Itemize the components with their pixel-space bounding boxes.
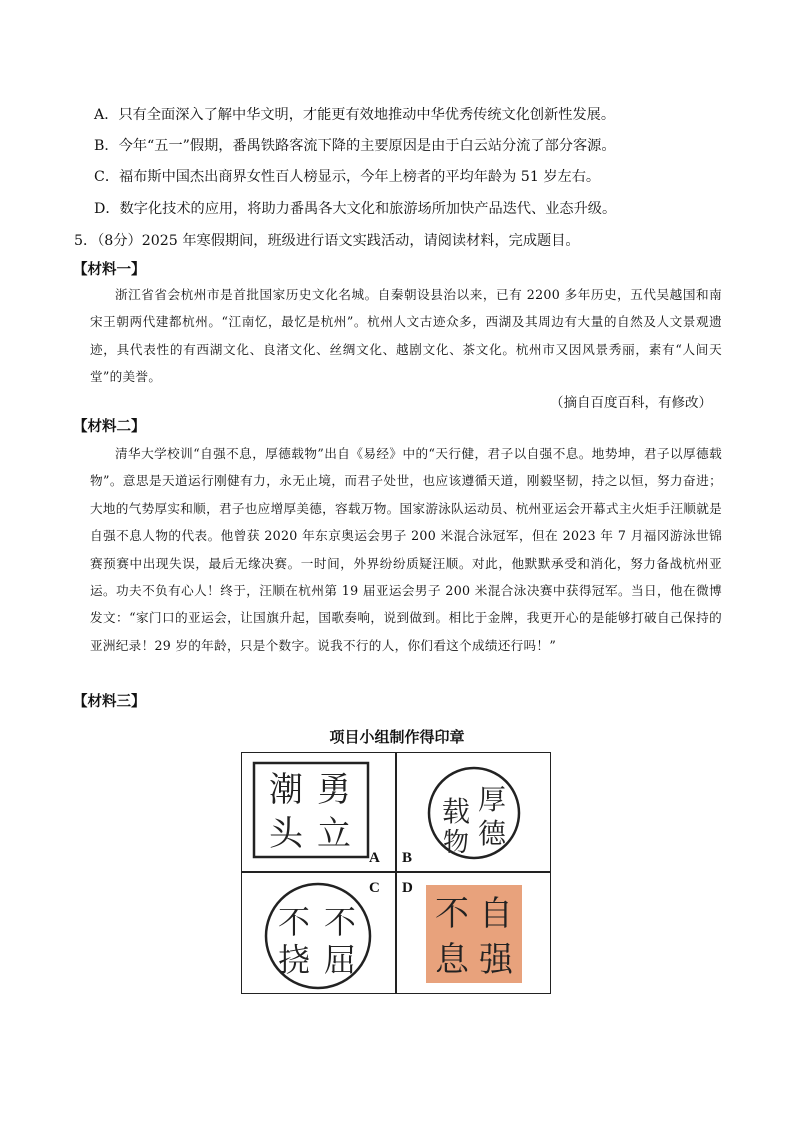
seal-a-char-3: 潮: [269, 770, 303, 810]
seal-d-char-1: 自: [479, 894, 513, 934]
seal-grid: [241, 752, 551, 994]
seal-d-char-3: 不: [435, 894, 469, 934]
seal-b-char-3: 载: [441, 795, 471, 828]
seal-d-char-4: 息: [435, 940, 469, 980]
seal-a-char-2: 立: [317, 814, 351, 854]
seal-c-char-1: 不: [323, 903, 357, 941]
option-b: B．今年“五一”假期，番禺铁路客流下降的主要原因是由于白云站分流了部分客源。: [94, 138, 616, 154]
figure-caption: 项目小组制作得印章: [329, 728, 465, 746]
seal-a-char-1: 勇: [317, 770, 351, 810]
seal-b-char-1: 厚: [477, 783, 507, 816]
seal-c-letter: C: [369, 880, 380, 896]
seal-b-char-4: 物: [442, 828, 470, 858]
material-1-text: 浙江省省会杭州市是首批国家历史文化名城。自秦朝设县治以来，已有 2200 多年历史，五代吴越国和南宋王朝两代建都杭州。“江南忆，最忆是杭州”。杭州人文古迹众多，西湖及其周边有大量的自然及人文景观遗迹，具代表性的有西湖文化、良渚文化、丝绸文化、越剧文化、茶文化。杭州市又因风景秀丽，素有“人间天堂”的美誉。: [90, 287, 722, 385]
seal-a: [252, 761, 370, 859]
seal-b: [424, 765, 524, 861]
option-c: C．福布斯中国杰出商界女性百人榜显示，今年上榜者的平均年龄为 51 岁左右。: [94, 169, 601, 185]
seal-d: [426, 885, 522, 983]
seal-c-char-2: 屈: [323, 941, 357, 979]
material-3-label: 【材料三】: [73, 694, 146, 710]
material-1-label: 【材料一】: [73, 262, 146, 278]
material-2-label: 【材料二】: [73, 419, 146, 435]
seal-d-letter: D: [402, 880, 413, 896]
seal-a-char-4: 头: [269, 814, 303, 854]
grid-divider-horizontal: [242, 871, 550, 873]
seal-a-letter: A: [369, 850, 380, 866]
seal-c: [248, 879, 390, 991]
seal-b-char-2: 德: [477, 817, 507, 850]
seal-d-char-2: 强: [479, 940, 513, 980]
grid-divider-vertical: [395, 753, 397, 993]
material-1-source: （摘自百度百科，有修改）: [550, 395, 712, 411]
option-d: D．数字化技术的应用，将助力番禺各大文化和旅游场所加快产品迭代、业态升级。: [94, 201, 617, 217]
question-5: 5．（8分）2025 年寒假期间，班级进行语文实践活动，请阅读材料，完成题目。: [74, 233, 580, 249]
seal-b-letter: B: [402, 850, 413, 866]
seal-c-char-3: 不: [277, 903, 311, 941]
option-a: A．只有全面深入了解中华文明，才能更有效地推动中华优秀传统文化创新性发展。: [94, 107, 616, 123]
seal-c-char-4: 挠: [277, 941, 311, 979]
material-2-text: 清华大学校训“自强不息，厚德载物”出自《易经》中的“天行健，君子以自强不息。地势坤，君子以厚德载物”。意思是天道运行刚健有力，永无止境，而君子处世，也应该遵循天道，刚毅坚韧，持之以恒，努力奋进；大地的气势厚实和顺，君子也应增厚美德，容载万物。国家游泳队运动员、杭州亚运会开幕式主火炬手汪顺就是自强不息人物的代表。他曾获 2020 年东京奥运会男子 200 米混合泳冠军，但在 2023 年 7 月福冈游泳世锦赛预赛中出现失误，最后无缘决赛。一时间，外界纷纷质疑汪顺。对此，他默默承受和消化，努力备战杭州亚运。功夫不负有心人！终于，汪顺在杭州第 19 届亚运会男子 200 米混合泳决赛中获得冠军。当日，他在微博发文：“家门口的亚运会，让国旗升起，国歌奏响，说到做到。相比于金牌，我更开心的是能够打破自己保持的亚洲纪录！29 岁的年龄，只是个数字。说我不行的人，你们看这个成绩还行吗！”: [90, 446, 722, 653]
